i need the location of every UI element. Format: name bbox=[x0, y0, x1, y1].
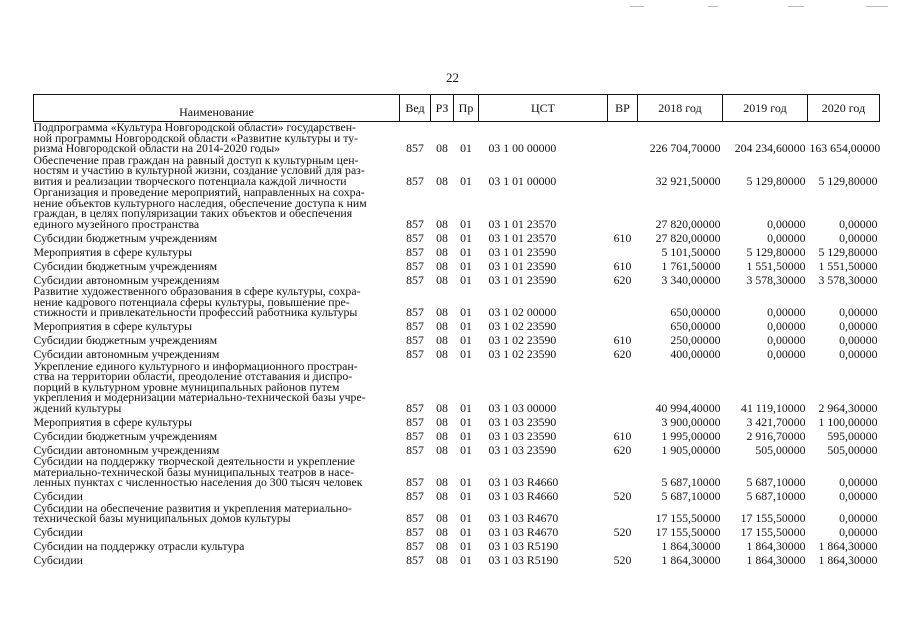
name-line: граждан, в целях популяризации таких объектов и обеспечения bbox=[33, 206, 353, 220]
rz-cell: 08 bbox=[436, 173, 448, 188]
table-body bbox=[34, 122, 880, 567]
pr-cell: 01 bbox=[460, 428, 472, 443]
cst-cell: 03 1 03 R4670 bbox=[488, 525, 559, 539]
amount-2019-cell: 41 119,10000 bbox=[741, 400, 806, 415]
amount-2018-cell: 17 155,50000 bbox=[655, 525, 721, 539]
amount-2018-cell: 3 900,00000 bbox=[661, 414, 721, 429]
rz-cell: 08 bbox=[436, 319, 448, 333]
name-line: Субсидии автономным учреждениям bbox=[33, 347, 220, 361]
vr-cell bbox=[608, 244, 638, 258]
table-row bbox=[34, 361, 880, 415]
name-line: вития и реализации творческого потенциала каждой личности bbox=[33, 173, 347, 188]
header-pr: Пр bbox=[454, 95, 479, 122]
amount-2019-cell: 0,00000 bbox=[767, 347, 806, 361]
amount-2020-cell: 0,00000 bbox=[839, 525, 878, 539]
amount-2019-cell: 5 687,10000 bbox=[746, 475, 806, 489]
name-line: Подпрограмма «Культура Новгородской области» государствен- bbox=[33, 120, 356, 134]
name-line: технической базы муниципальных домов культуры bbox=[33, 511, 291, 525]
table-header-row bbox=[34, 95, 880, 122]
amount-2020-cell: 1 864,30000 bbox=[818, 539, 878, 553]
table-row bbox=[34, 244, 880, 258]
table-row bbox=[34, 414, 880, 428]
pr-cell: 01 bbox=[460, 539, 472, 553]
pr-cell: 01 bbox=[460, 489, 472, 503]
table-row bbox=[34, 187, 880, 230]
name-line: материально-технической базы муниципальных театров в насе- bbox=[33, 464, 355, 479]
amount-2020-cell: 1 100,00000 bbox=[818, 414, 878, 429]
cst-cell: 03 1 03 23590 bbox=[488, 442, 557, 457]
name-cell bbox=[34, 244, 400, 258]
cst-cell: 03 1 01 00000 bbox=[488, 173, 557, 188]
cst-cell: 03 1 03 R5190 bbox=[488, 553, 559, 567]
ved-cell: 857 bbox=[406, 442, 424, 457]
rz-cell: 08 bbox=[436, 333, 448, 347]
ved-cell: 857 bbox=[406, 230, 424, 245]
name-line: Субсидии автономным учреждениям bbox=[33, 442, 220, 457]
table-row bbox=[34, 539, 880, 553]
scan-marks bbox=[620, 6, 900, 10]
ved-cell: 857 bbox=[406, 489, 424, 503]
name-line: стижности и привлекательности профессий работника культуры bbox=[33, 305, 358, 319]
amount-2019-cell: 0,00000 bbox=[767, 230, 806, 245]
rz-cell: 08 bbox=[436, 141, 448, 155]
cst-cell: 03 1 00 00000 bbox=[488, 141, 557, 155]
name-line: Субсидии bbox=[33, 525, 83, 539]
pr-cell: 01 bbox=[460, 400, 472, 415]
name-line: Обеспечение прав граждан на равный доступ к культурным цен- bbox=[33, 152, 359, 167]
amount-2020-cell: 5 129,80000 bbox=[818, 173, 878, 188]
pr-cell: 01 bbox=[460, 553, 472, 567]
rz-cell: 08 bbox=[436, 347, 448, 361]
amount-2019-cell: 5 129,80000 bbox=[746, 244, 806, 259]
table-row bbox=[34, 503, 880, 525]
amount-2019-cell: 0,00000 bbox=[767, 305, 806, 319]
cst-cell: 03 1 01 23590 bbox=[488, 258, 557, 273]
amount-2018-cell: 1 864,30000 bbox=[661, 539, 721, 553]
vr-cell: 520 bbox=[613, 525, 632, 539]
ved-cell: 857 bbox=[406, 216, 424, 231]
cst-cell: 03 1 03 R4660 bbox=[488, 475, 559, 489]
amount-2018-cell: 226 704,70000 bbox=[649, 141, 721, 155]
pr-cell: 01 bbox=[460, 216, 472, 231]
name-line: Субсидии бюджетным учреждениям bbox=[33, 230, 218, 245]
amount-2019-cell: 204 234,60000 bbox=[734, 141, 806, 155]
amount-2020-cell: 2 964,30000 bbox=[818, 400, 878, 415]
amount-2020-cell: 0,00000 bbox=[839, 511, 878, 525]
amount-2018-cell: 40 994,40000 bbox=[655, 400, 721, 415]
amount-2018-cell: 27 820,00000 bbox=[655, 216, 721, 231]
header-name: Наименование bbox=[34, 95, 400, 122]
pr-cell: 01 bbox=[460, 173, 472, 188]
vr-cell bbox=[608, 456, 638, 489]
name-cell bbox=[34, 525, 400, 539]
name-line: ства на территории области, преодоление отставания и диспро- bbox=[33, 369, 353, 383]
ved-cell: 857 bbox=[406, 400, 424, 415]
amount-2019-cell: 5 687,10000 bbox=[746, 489, 806, 503]
vr-cell bbox=[608, 187, 638, 230]
name-line: ризма Новгородской области на 2014-2020 годы» bbox=[33, 141, 281, 155]
cst-cell: 03 1 03 R4660 bbox=[488, 489, 559, 503]
amount-2018-cell: 650,00000 bbox=[670, 319, 721, 333]
table-row bbox=[34, 286, 880, 319]
cst-cell: 03 1 03 23590 bbox=[488, 428, 557, 443]
pr-cell: 01 bbox=[460, 442, 472, 457]
rz-cell: 08 bbox=[436, 475, 448, 489]
amount-2020-cell: 595,00000 bbox=[827, 428, 878, 443]
name-cell bbox=[33, 358, 400, 415]
amount-2020-cell: 163 654,00000 bbox=[809, 141, 881, 155]
name-line: укрепления и модернизации материально-технической базы учре- bbox=[33, 390, 366, 404]
name-cell bbox=[34, 539, 400, 553]
amount-2020-cell: 0,00000 bbox=[839, 305, 878, 319]
cst-cell: 03 1 02 00000 bbox=[488, 305, 557, 319]
name-line: Субсидии на поддержку творческой деятельности и укрепление bbox=[33, 454, 355, 468]
pr-cell: 01 bbox=[460, 414, 472, 429]
pr-cell: 01 bbox=[460, 258, 472, 273]
name-line: Субсидии бюджетным учреждениям bbox=[33, 333, 218, 347]
amount-2020-cell: 3 578,30000 bbox=[818, 272, 878, 287]
cst-cell: 03 1 03 00000 bbox=[488, 400, 557, 415]
header-2019: 2019 год bbox=[723, 95, 808, 122]
name-line: Субсидии бюджетным учреждениям bbox=[33, 258, 218, 273]
rz-cell: 08 bbox=[436, 305, 448, 319]
name-line: ждений культуры bbox=[33, 400, 122, 415]
cst-cell: 03 1 03 R5190 bbox=[488, 539, 559, 553]
name-line: нение кадрового потенциала сферы культуры, повышение пре- bbox=[33, 294, 350, 309]
amount-2018-cell: 400,00000 bbox=[670, 347, 721, 361]
amount-2020-cell: 0,00000 bbox=[839, 230, 878, 245]
ved-cell: 857 bbox=[406, 333, 424, 347]
amount-2018-cell: 17 155,50000 bbox=[655, 511, 721, 525]
ved-cell: 857 bbox=[406, 525, 424, 539]
amount-2018-cell: 5 687,10000 bbox=[661, 489, 721, 503]
name-line: Мероприятия в сфере культуры bbox=[33, 319, 193, 333]
header-2018: 2018 год bbox=[638, 95, 723, 122]
cst-cell: 03 1 02 23590 bbox=[488, 319, 557, 333]
amount-2020-cell: 505,00000 bbox=[827, 442, 878, 457]
cst-cell: 03 1 03 R4670 bbox=[488, 511, 559, 525]
rz-cell: 08 bbox=[436, 258, 448, 273]
name-cell bbox=[34, 456, 400, 489]
table-row bbox=[34, 319, 880, 333]
pr-cell: 01 bbox=[460, 333, 472, 347]
rz-cell: 08 bbox=[436, 539, 448, 553]
name-line: Мероприятия в сфере культуры bbox=[33, 244, 193, 259]
vr-cell bbox=[608, 122, 638, 155]
amount-2019-cell: 17 155,50000 bbox=[740, 511, 806, 525]
name-line: Субсидии на поддержку отрасли культура bbox=[33, 539, 245, 553]
name-line: Субсидии бюджетным учреждениям bbox=[33, 428, 218, 443]
amount-2019-cell: 0,00000 bbox=[767, 319, 806, 333]
vr-cell bbox=[608, 414, 638, 428]
amount-2019-cell: 0,00000 bbox=[767, 333, 806, 347]
table-row bbox=[34, 122, 880, 155]
ved-cell: 857 bbox=[406, 319, 424, 333]
pr-cell: 01 bbox=[460, 511, 472, 525]
name-cell bbox=[34, 286, 400, 319]
rz-cell: 08 bbox=[436, 525, 448, 539]
amount-2020-cell: 0,00000 bbox=[839, 475, 878, 489]
pr-cell: 01 bbox=[460, 305, 472, 319]
rz-cell: 08 bbox=[436, 272, 448, 287]
amount-2018-cell: 32 921,50000 bbox=[655, 173, 721, 188]
ved-cell: 857 bbox=[406, 258, 424, 273]
vr-cell: 610 bbox=[613, 258, 632, 273]
amount-2020-cell: 0,00000 bbox=[839, 319, 878, 333]
rz-cell: 08 bbox=[436, 414, 448, 429]
name-cell bbox=[34, 414, 400, 428]
header-vr: ВР bbox=[608, 95, 638, 122]
name-cell bbox=[34, 428, 400, 442]
amount-2018-cell: 5 687,10000 bbox=[661, 475, 721, 489]
name-line: порций в культурном уровне муниципальных районов путем bbox=[33, 379, 340, 394]
amount-2019-cell: 505,00000 bbox=[755, 442, 806, 457]
pr-cell: 01 bbox=[460, 475, 472, 489]
vr-cell: 620 bbox=[613, 442, 632, 457]
amount-2018-cell: 250,00000 bbox=[670, 333, 721, 347]
rz-cell: 08 bbox=[436, 553, 448, 567]
cst-cell: 03 1 02 23590 bbox=[488, 333, 557, 347]
amount-2018-cell: 1 761,50000 bbox=[661, 258, 721, 273]
amount-2020-cell: 0,00000 bbox=[839, 216, 878, 231]
name-line: единого музейного пространства bbox=[33, 216, 200, 231]
name-line: Субсидии на обеспечение развития и укрепления материально- bbox=[33, 500, 352, 515]
amount-2019-cell: 1 864,30000 bbox=[746, 539, 806, 553]
table-row bbox=[34, 428, 880, 442]
header-cst: ЦСТ bbox=[479, 95, 608, 122]
table-row bbox=[34, 230, 880, 244]
page-number: 22 bbox=[446, 70, 459, 85]
pr-cell: 01 bbox=[460, 141, 472, 155]
cst-cell: 03 1 01 23570 bbox=[488, 216, 557, 231]
amount-2018-cell: 1 864,30000 bbox=[661, 553, 721, 567]
vr-cell: 610 bbox=[613, 230, 632, 245]
cst-cell: 03 1 01 23590 bbox=[488, 244, 557, 259]
rz-cell: 08 bbox=[436, 442, 448, 457]
ved-cell: 857 bbox=[406, 428, 424, 443]
amount-2018-cell: 1 995,00000 bbox=[661, 428, 721, 443]
amount-2020-cell: 0,00000 bbox=[839, 489, 878, 503]
header-rz: РЗ bbox=[431, 95, 454, 122]
pr-cell: 01 bbox=[460, 347, 472, 361]
amount-2018-cell: 3 340,00000 bbox=[661, 272, 721, 287]
name-line: Укрепление единого культурного и информационного простран- bbox=[33, 358, 358, 373]
table-row bbox=[34, 155, 880, 188]
name-line: ной программы Новгородской области «Развитие культуры и ту- bbox=[33, 130, 359, 145]
vr-cell: 620 bbox=[613, 272, 632, 287]
name-line: ностям и участию в культурной жизни, создание условий для раз- bbox=[33, 163, 365, 177]
name-line: Организация и проведение мероприятий, направленных на сохра- bbox=[33, 185, 365, 199]
name-cell bbox=[33, 500, 400, 525]
vr-cell bbox=[608, 503, 638, 525]
rz-cell: 08 bbox=[436, 489, 448, 503]
cst-cell: 03 1 01 23590 bbox=[488, 272, 557, 287]
vr-cell: 610 bbox=[613, 333, 632, 347]
amount-2019-cell: 5 129,80000 bbox=[746, 173, 806, 188]
vr-cell bbox=[608, 539, 638, 553]
pr-cell: 01 bbox=[460, 230, 472, 245]
name-cell bbox=[34, 333, 400, 347]
table-row bbox=[34, 525, 880, 539]
ved-cell: 857 bbox=[406, 511, 424, 525]
amount-2020-cell: 1 864,30000 bbox=[818, 553, 878, 567]
name-cell bbox=[34, 553, 400, 567]
amount-2019-cell: 1 864,30000 bbox=[746, 553, 806, 567]
table-row bbox=[34, 456, 880, 489]
name-cell bbox=[34, 187, 400, 230]
pr-cell: 01 bbox=[460, 319, 472, 333]
ved-cell: 857 bbox=[406, 539, 424, 553]
vr-cell bbox=[608, 319, 638, 333]
header-ved: Вед bbox=[400, 95, 431, 122]
vr-cell: 520 bbox=[613, 553, 632, 567]
rz-cell: 08 bbox=[436, 511, 448, 525]
name-line: Субсидии автономным учреждениям bbox=[33, 272, 220, 287]
rz-cell: 08 bbox=[436, 400, 448, 415]
amount-2019-cell: 3 578,30000 bbox=[746, 272, 806, 287]
ved-cell: 857 bbox=[406, 272, 424, 287]
rz-cell: 08 bbox=[436, 244, 448, 259]
ved-cell: 857 bbox=[406, 475, 424, 489]
amount-2020-cell: 0,00000 bbox=[839, 347, 878, 361]
cst-cell: 03 1 02 23590 bbox=[488, 347, 557, 361]
name-line: Субсидии bbox=[33, 489, 83, 503]
amount-2020-cell: 0,00000 bbox=[839, 333, 878, 347]
table-row bbox=[34, 258, 880, 272]
amount-2019-cell: 0,00000 bbox=[767, 216, 806, 231]
name-line: Субсидии bbox=[33, 553, 83, 567]
amount-2019-cell: 2 916,70000 bbox=[746, 428, 806, 443]
vr-cell: 620 bbox=[613, 347, 632, 361]
vr-cell: 610 bbox=[613, 428, 632, 443]
amount-2018-cell: 650,00000 bbox=[670, 305, 721, 319]
name-line: нение объектов культурного наследия, обеспечение доступа к ним bbox=[33, 195, 367, 210]
cst-cell: 03 1 03 23590 bbox=[488, 414, 557, 429]
ved-cell: 857 bbox=[406, 173, 424, 188]
name-cell bbox=[34, 230, 400, 244]
pr-cell: 01 bbox=[460, 272, 472, 287]
vr-cell bbox=[608, 361, 638, 415]
name-cell bbox=[34, 319, 400, 333]
ved-cell: 857 bbox=[406, 414, 424, 429]
amount-2018-cell: 5 101,50000 bbox=[661, 244, 721, 259]
rz-cell: 08 bbox=[436, 230, 448, 245]
vr-cell bbox=[608, 286, 638, 319]
amount-2019-cell: 3 421,70000 bbox=[746, 414, 806, 429]
vr-cell: 520 bbox=[613, 489, 632, 503]
rz-cell: 08 bbox=[436, 428, 448, 443]
rz-cell: 08 bbox=[436, 216, 448, 231]
cst-cell: 03 1 01 23570 bbox=[488, 230, 557, 245]
name-line: Мероприятия в сфере культуры bbox=[33, 414, 193, 429]
pr-cell: 01 bbox=[460, 525, 472, 539]
ved-cell: 857 bbox=[406, 141, 424, 155]
amount-2019-cell: 1 551,50000 bbox=[746, 258, 806, 273]
budget-table bbox=[33, 94, 880, 567]
vr-cell bbox=[608, 155, 638, 188]
name-line: ленных пунктах с численностью населения до 300 тысяч человек bbox=[33, 475, 363, 489]
amount-2020-cell: 5 129,80000 bbox=[818, 244, 878, 259]
name-line: Развитие художественного образования в сфере культуры, сохра- bbox=[33, 284, 361, 298]
ved-cell: 857 bbox=[406, 347, 424, 361]
pr-cell: 01 bbox=[460, 244, 472, 259]
name-cell bbox=[34, 258, 400, 272]
table-row bbox=[34, 333, 880, 347]
amount-2018-cell: 1 905,00000 bbox=[661, 442, 721, 457]
amount-2019-cell: 17 155,50000 bbox=[740, 525, 806, 539]
amount-2018-cell: 27 820,00000 bbox=[655, 230, 721, 245]
ved-cell: 857 bbox=[406, 553, 424, 567]
header-2020: 2020 год bbox=[808, 95, 880, 122]
table-row bbox=[34, 553, 880, 567]
amount-2020-cell: 1 551,50000 bbox=[818, 258, 878, 273]
name-cell bbox=[34, 122, 400, 155]
name-cell bbox=[33, 152, 400, 188]
ved-cell: 857 bbox=[406, 244, 424, 259]
ved-cell: 857 bbox=[406, 305, 424, 319]
